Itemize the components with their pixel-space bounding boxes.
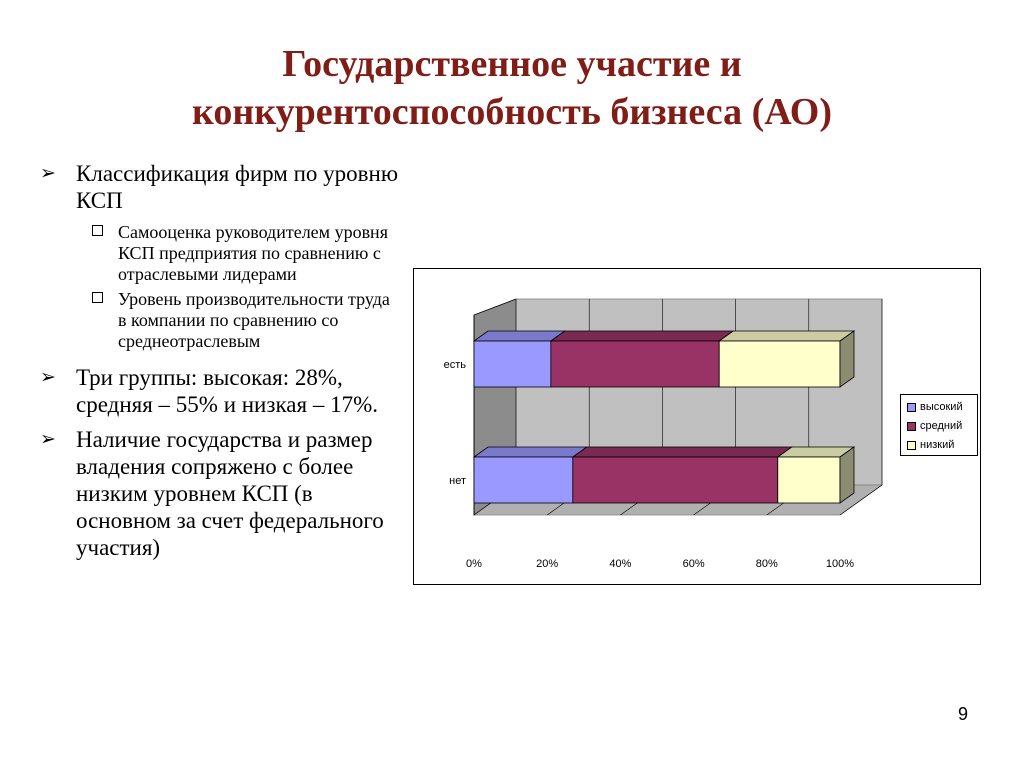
chart-legend <box>900 394 978 456</box>
sub-bullet-text: Самооценка руководителем уровня КСП предприятия по сравнению с отраслевыми лидерами <box>118 222 388 284</box>
bar-top-face <box>474 447 587 457</box>
arrow-bullet-icon: ➢ <box>40 162 56 184</box>
page-number: 9 <box>957 704 968 724</box>
bar-segment <box>719 341 840 387</box>
bullet-text: Три группы: высокая: 28%, средняя – 55% и низкая – 17%. <box>76 365 378 417</box>
legend-item <box>907 419 962 433</box>
legend-label: высокий <box>920 401 963 413</box>
x-tick-label: 100% <box>825 558 855 570</box>
stacked-bar-chart <box>414 269 980 584</box>
arrow-bullet-icon: ➢ <box>40 428 56 450</box>
legend-item <box>907 400 963 414</box>
bar-top-face <box>719 331 854 341</box>
bar-side-face <box>840 331 854 387</box>
slide-title <box>0 40 1024 136</box>
bar-segment <box>551 341 719 387</box>
legend-label: низкий <box>920 439 955 451</box>
bar-segment <box>778 457 840 503</box>
slide-title-line-1: Государственное участие и <box>282 43 742 85</box>
slide-title-line-2: конкурентоспособность бизнеса (АО) <box>192 91 832 133</box>
legend-swatch-low <box>907 441 916 450</box>
bullet-text: Классификация фирм по уровню КСП <box>76 161 399 213</box>
bar-segment <box>474 341 551 387</box>
square-bullet-icon <box>92 292 103 303</box>
x-tick-label: 0% <box>466 558 482 570</box>
x-tick-label: 60% <box>682 558 705 570</box>
bullet-item <box>40 426 400 561</box>
legend-swatch-medium <box>907 422 916 431</box>
sub-bullet-text: Уровень производительности труда в компании по сравнению со среднеотраслевым <box>118 289 390 351</box>
legend-label: средний <box>920 420 963 432</box>
bullet-text: Наличие государства и размер владения сопряжено с более низким уровнем КСП (в основном за счет федерального участия) <box>76 427 384 560</box>
arrow-bullet-icon: ➢ <box>40 366 56 388</box>
sub-bullet-item <box>88 289 400 352</box>
legend-swatch-high <box>907 403 916 412</box>
bar-top-face <box>474 331 565 341</box>
bar-side-face <box>840 447 854 503</box>
square-bullet-icon <box>92 225 103 236</box>
bar-top-face <box>573 447 792 457</box>
bar-segment <box>573 457 778 503</box>
bar-segment <box>474 457 573 503</box>
bar-top-face <box>551 331 733 341</box>
bullet-list <box>40 160 400 569</box>
category-label: есть <box>443 359 466 371</box>
bullet-item <box>40 364 400 418</box>
legend-item <box>907 438 954 452</box>
bullet-item <box>40 160 400 214</box>
chart-area <box>413 268 981 585</box>
sub-bullet-item <box>88 222 400 285</box>
x-tick-label: 40% <box>609 558 632 570</box>
category-label: нет <box>449 475 466 487</box>
x-tick-label: 20% <box>536 558 559 570</box>
x-tick-label: 80% <box>755 558 778 570</box>
